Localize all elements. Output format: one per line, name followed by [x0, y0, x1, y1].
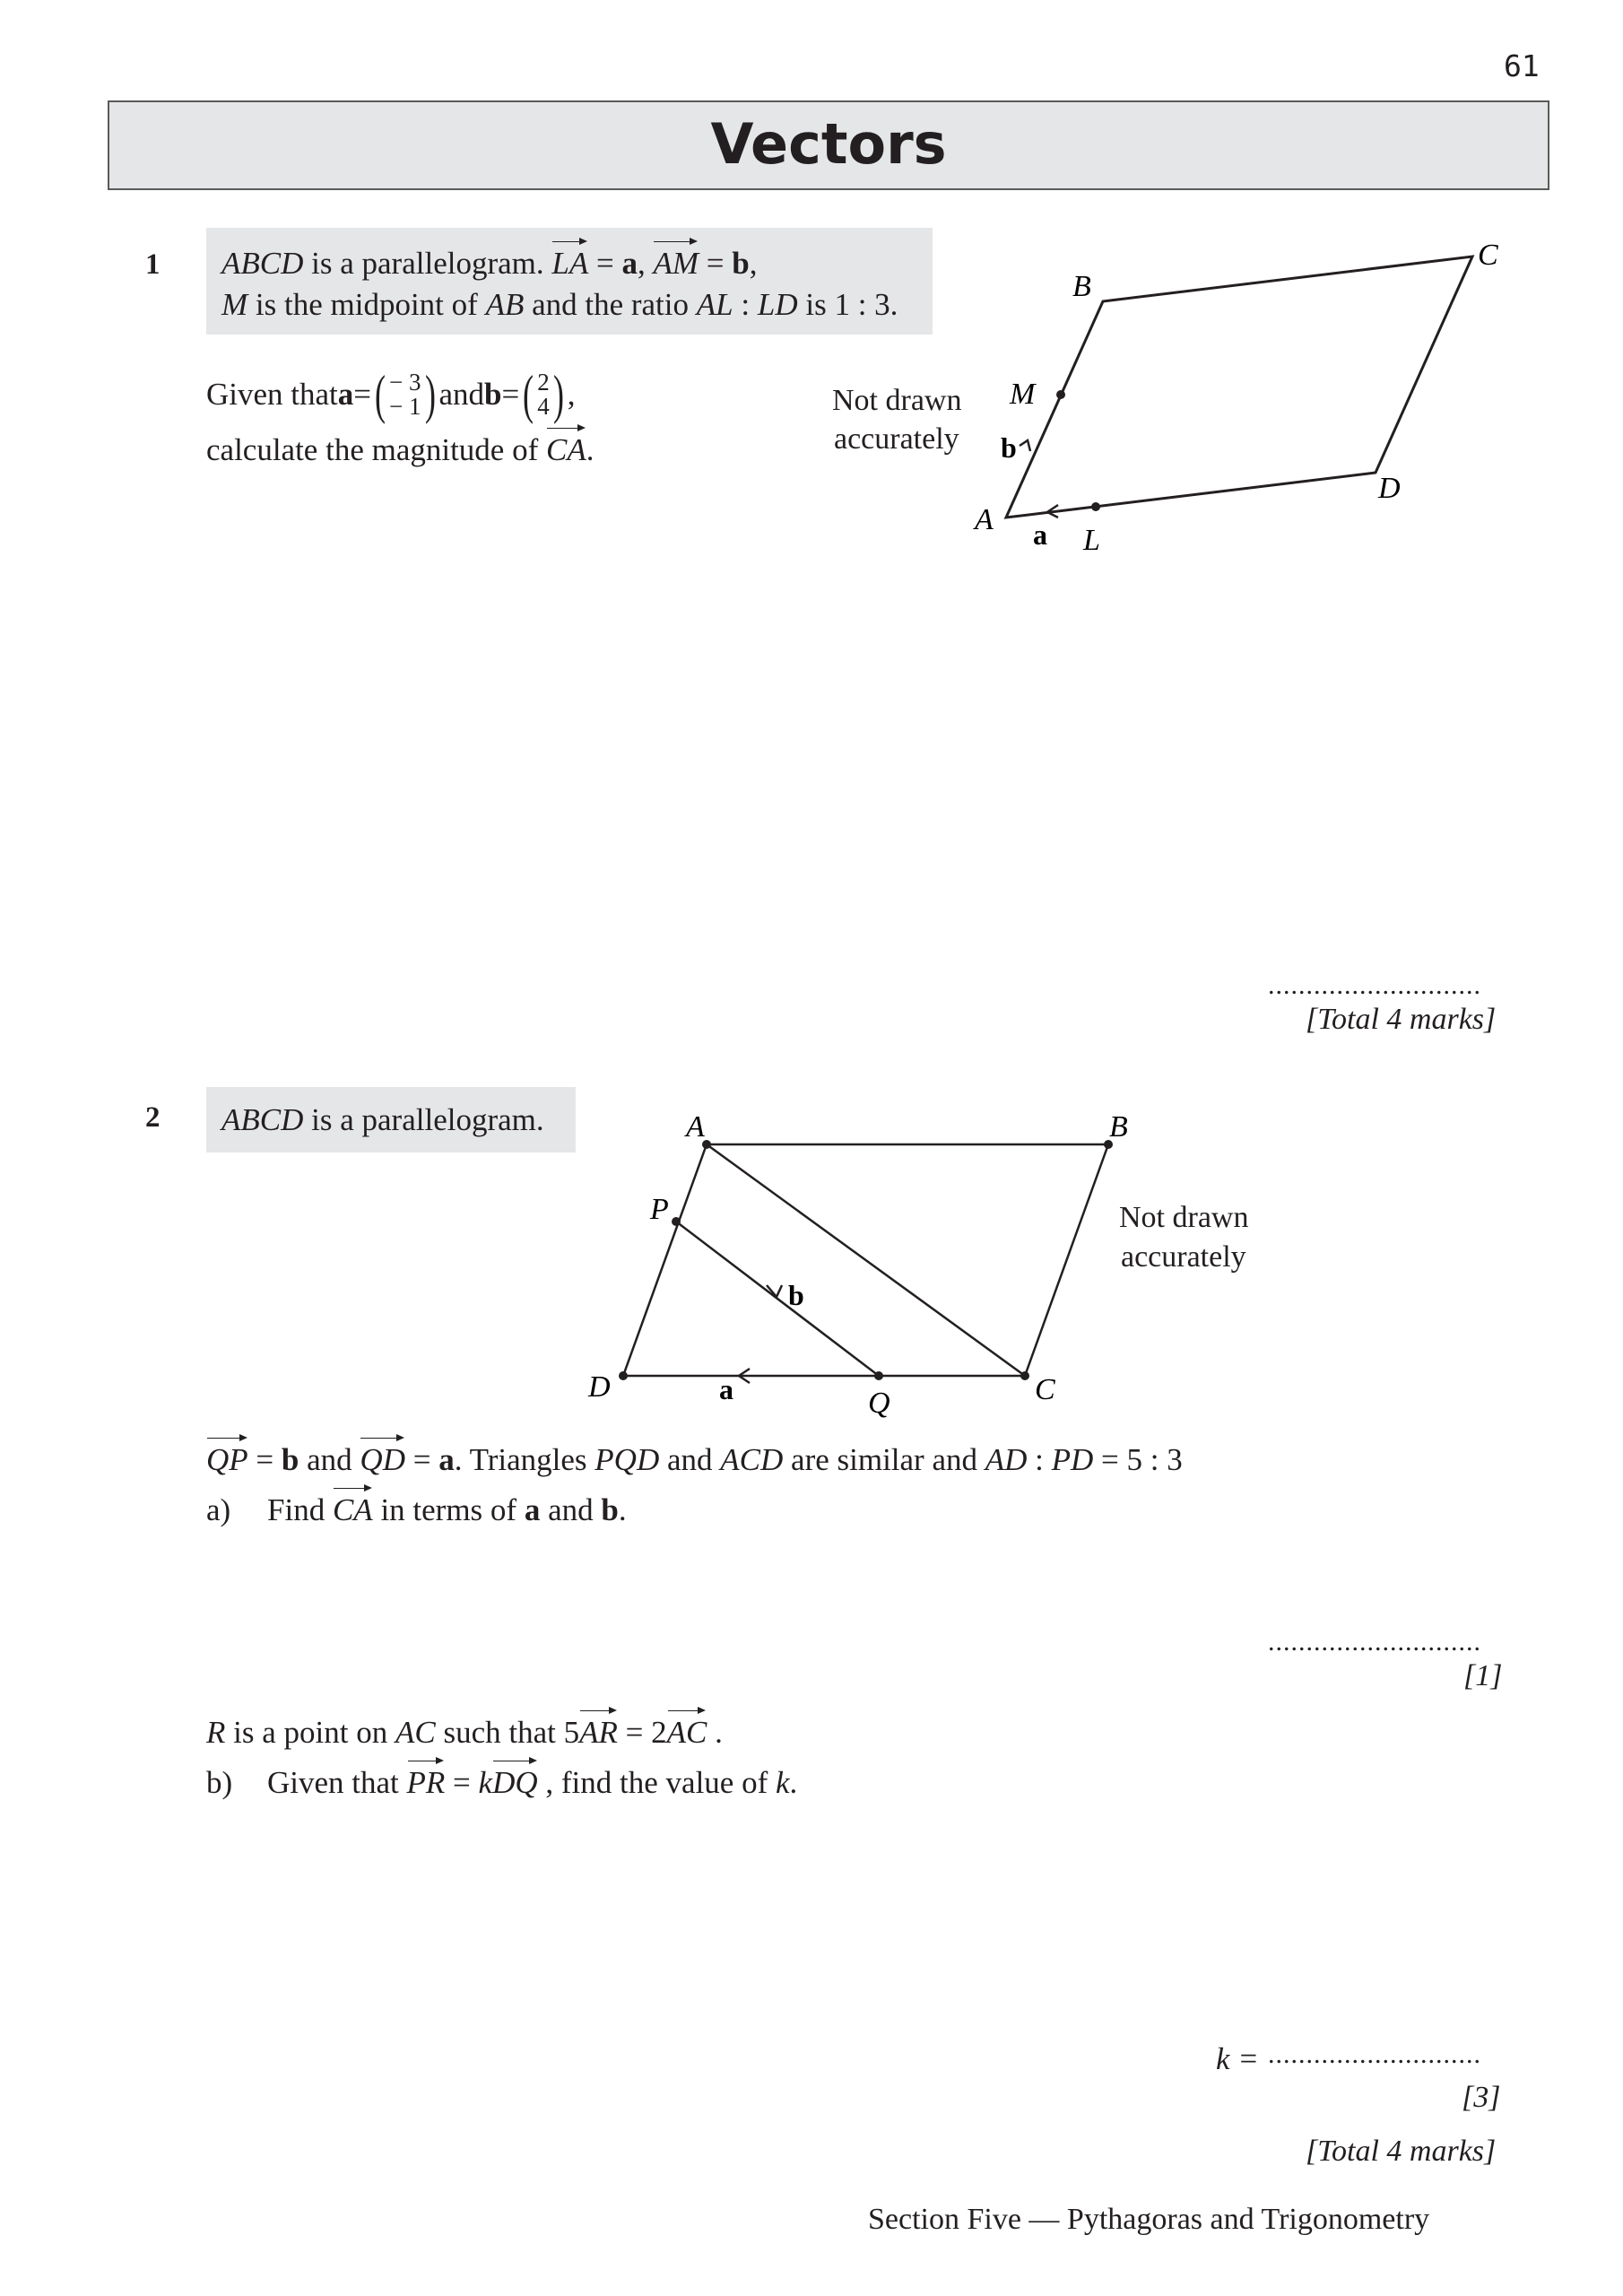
- q2-part-b-label: b): [206, 1765, 233, 1800]
- q2-parallelogram-diagram: [0, 1076, 1623, 1435]
- vector-a-column: − 3 − 1: [389, 369, 421, 420]
- label-vec-b: b: [1001, 431, 1017, 464]
- label-a: A: [686, 1110, 705, 1144]
- q2b-answer-line[interactable]: ............................: [1268, 2039, 1481, 2069]
- q2-accurately: accurately: [1121, 1240, 1246, 1274]
- label-b: B: [1109, 1110, 1128, 1144]
- q2-not-drawn: Not drawn: [1119, 1201, 1249, 1234]
- q1-accurately: accurately: [834, 422, 959, 456]
- q1-number: 1: [145, 248, 161, 281]
- point-d: [619, 1371, 628, 1380]
- q1-box-line1: ABCD is a parallelogram. LA = a, AM = b,: [221, 244, 758, 283]
- vector-ca: CA: [333, 1491, 373, 1530]
- vector-qd: QD: [360, 1440, 405, 1480]
- vector-am: AM: [653, 244, 699, 283]
- label-p: P: [650, 1193, 669, 1226]
- label-q: Q: [868, 1387, 890, 1420]
- q1-parallelogram-diagram: [0, 0, 1623, 628]
- page-title: Vectors: [710, 111, 947, 177]
- q1-total-marks: [Total 4 marks]: [1306, 1003, 1497, 1036]
- point-l: [1091, 502, 1100, 511]
- q2-number: 2: [145, 1101, 161, 1134]
- q2b-marks: [3]: [1462, 2081, 1501, 2114]
- q1-given-line: Given that a = ( − 3 − 1 ) and b = ( 2 4 ) ,: [206, 365, 576, 424]
- q2b-k-label: k =: [1216, 2041, 1259, 2076]
- label-d: D: [588, 1370, 611, 1404]
- label-c: C: [1478, 239, 1498, 272]
- diagonal-ac: [707, 1144, 1025, 1376]
- q2-r-line: R is a point on AC such that 5AR = 2AC .: [206, 1713, 723, 1752]
- q2a-marks: [1]: [1463, 1659, 1503, 1692]
- section-footer: Section Five — Pythagoras and Trigonometry: [868, 2203, 1430, 2236]
- point-p: [672, 1217, 681, 1226]
- arrow-b-head: [1020, 440, 1030, 451]
- vector-ac: AC: [667, 1713, 707, 1752]
- q2-info-line: QP = b and QD = a. Triangles PQD and ACD are similar and AD : PD = 5 : 3: [206, 1440, 1183, 1480]
- vector-dq: DQ: [492, 1763, 538, 1803]
- vector-ca: CA: [546, 430, 586, 470]
- vector-qp: QP: [206, 1440, 248, 1480]
- point-m: [1056, 390, 1065, 399]
- label-b: B: [1072, 270, 1091, 303]
- q1-answer-line[interactable]: ............................: [1268, 970, 1481, 1000]
- q2-part-a-text: Find CA in terms of a and b.: [267, 1491, 627, 1530]
- vector-pr: PR: [407, 1763, 446, 1803]
- label-m: M: [1010, 378, 1036, 411]
- point-c: [1020, 1371, 1029, 1380]
- q2-box-text: ABCD is a parallelogram.: [221, 1102, 544, 1137]
- label-vec-a: a: [719, 1373, 733, 1405]
- q1-not-drawn: Not drawn: [832, 384, 962, 417]
- q2-total-marks: [Total 4 marks]: [1306, 2135, 1497, 2168]
- label-vec-b: b: [788, 1279, 804, 1311]
- label-d: D: [1378, 472, 1401, 505]
- q2-part-a-label: a): [206, 1492, 231, 1527]
- point-q: [874, 1371, 883, 1380]
- vector-ar: AR: [579, 1713, 618, 1752]
- q2-part-b-text: Given that PR = kDQ , find the value of k.: [267, 1763, 797, 1803]
- q2a-answer-line[interactable]: ............................: [1268, 1627, 1481, 1657]
- label-vec-a: a: [1033, 518, 1047, 551]
- q1-calc-line: calculate the magnitude of CA.: [206, 430, 595, 470]
- label-c: C: [1035, 1373, 1055, 1406]
- segment-pq: [676, 1222, 879, 1376]
- vector-la: LA: [551, 244, 588, 283]
- label-a: A: [975, 503, 994, 536]
- vector-b-column: 2 4: [537, 369, 550, 420]
- page-number: 61: [1504, 48, 1540, 83]
- q1-box-line2: M is the midpoint of AB and the ratio AL : LD is 1 : 3.: [221, 287, 898, 322]
- label-l: L: [1083, 524, 1100, 557]
